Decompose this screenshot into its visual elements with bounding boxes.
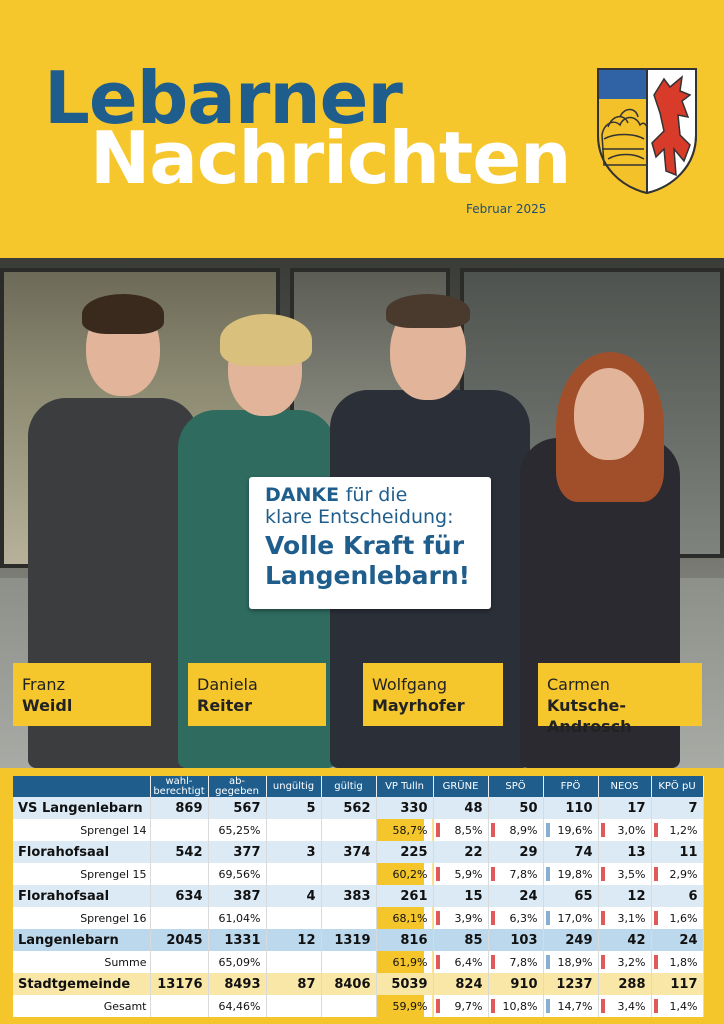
party-color-marker [654,823,658,837]
column-header: ungültig [266,776,321,797]
party-color-marker [654,911,658,925]
percentage: 5,9% [433,863,488,885]
percentage: 19,8% [543,863,598,885]
polling-station-name: Stadtgemeinde [13,973,150,995]
percentage: 18,9% [543,951,598,973]
column-header: FPÖ [543,776,598,797]
name-label-2 [188,663,326,726]
vote-count: 910 [488,973,543,995]
name-label-3 [363,663,503,726]
vote-count: 50 [488,797,543,819]
polling-station-name: Langenlebarn [13,929,150,951]
vote-count: 562 [321,797,376,819]
election-results-table [13,776,704,1017]
sign-fuer-die: für die [345,484,408,506]
percentage: 69,56% [208,863,266,885]
percentage: 8,9% [488,819,543,841]
vote-count: 8406 [321,973,376,995]
vote-count: 387 [208,885,266,907]
party-color-marker [436,999,440,1013]
vote-count: 42 [598,929,651,951]
vote-count: 117 [651,973,703,995]
vote-count: 6 [651,885,703,907]
sign-line4: Langenlebarn! [265,561,471,590]
column-header: SPÖ [488,776,543,797]
polling-station-name: Florahofsaal [13,841,150,863]
party-color-marker [601,823,605,837]
vote-count: 85 [433,929,488,951]
percentage [321,907,376,929]
percentage [321,995,376,1017]
party-color-marker [436,867,440,881]
vote-count: 13176 [150,973,208,995]
vote-count: 374 [321,841,376,863]
vote-count: 29 [488,841,543,863]
party-color-marker [436,823,440,837]
masthead [0,0,724,258]
vote-count: 383 [321,885,376,907]
last-name: Reiter [197,696,253,715]
table-row [13,951,703,973]
party-color-marker [601,999,605,1013]
percentage: 3,4% [598,995,651,1017]
percentage [266,907,321,929]
column-header [13,776,150,797]
table-row [13,995,703,1017]
percentage [150,863,208,885]
percentage [150,907,208,929]
party-color-marker [601,911,605,925]
first-name: Daniela [197,675,258,694]
coat-of-arms-icon [594,65,700,195]
district-label: Summe [13,951,150,973]
percentage: 65,25% [208,819,266,841]
vote-count: 8493 [208,973,266,995]
vote-count: 65 [543,885,598,907]
percentage: 64,46% [208,995,266,1017]
vote-count: 12 [266,929,321,951]
percentage: 8,5% [433,819,488,841]
first-name: Wolfgang [372,675,448,694]
vote-count: 5 [266,797,321,819]
party-color-marker [491,955,495,969]
percentage: 3,5% [598,863,651,885]
table-body [13,797,703,1017]
vote-count: 542 [150,841,208,863]
vote-count: 567 [208,797,266,819]
percentage: 68,1% [376,907,433,929]
percentage: 7,8% [488,863,543,885]
vote-count: 74 [543,841,598,863]
vote-count: 24 [488,885,543,907]
vote-count: 7 [651,797,703,819]
column-header: GRÜNE [433,776,488,797]
percentage: 1,8% [651,951,703,973]
percentage: 61,04% [208,907,266,929]
vote-count: 103 [488,929,543,951]
district-label: Sprengel 16 [13,907,150,929]
sign-danke: DANKE [265,484,340,506]
percentage: 3,9% [433,907,488,929]
vote-count: 249 [543,929,598,951]
percentage [150,819,208,841]
party-color-marker [654,955,658,969]
vote-count: 4 [266,885,321,907]
percentage: 6,3% [488,907,543,929]
table-header-row [13,776,703,797]
table-row [13,863,703,885]
percentage: 1,4% [651,995,703,1017]
percentage: 65,09% [208,951,266,973]
vote-count: 377 [208,841,266,863]
last-name: Mayrhofer [372,696,465,715]
name-label-1 [13,663,151,726]
vote-count: 48 [433,797,488,819]
percentage [266,995,321,1017]
masthead-title-line2: Nachrichten [90,116,571,200]
percentage: 1,2% [651,819,703,841]
column-header: NEOS [598,776,651,797]
percentage: 3,1% [598,907,651,929]
party-color-marker [654,999,658,1013]
vote-count: 12 [598,885,651,907]
percentage: 2,9% [651,863,703,885]
table-row [13,797,703,819]
vote-count: 17 [598,797,651,819]
last-name: Weidl [22,696,73,715]
table-row [13,907,703,929]
polling-station-name: Florahofsaal [13,885,150,907]
percentage: 10,8% [488,995,543,1017]
percentage: 9,7% [433,995,488,1017]
party-color-marker [491,867,495,881]
column-header: gültig [321,776,376,797]
vote-count: 22 [433,841,488,863]
district-label: Sprengel 15 [13,863,150,885]
percentage [321,951,376,973]
party-color-marker [546,911,550,925]
vote-count: 1319 [321,929,376,951]
vote-count: 824 [433,973,488,995]
percentage: 58,7% [376,819,433,841]
vote-count: 24 [651,929,703,951]
percentage [150,951,208,973]
percentage: 61,9% [376,951,433,973]
percentage [321,819,376,841]
party-color-marker [654,867,658,881]
percentage: 59,9% [376,995,433,1017]
percentage [150,995,208,1017]
vote-count: 13 [598,841,651,863]
percentage: 7,8% [488,951,543,973]
vote-count: 634 [150,885,208,907]
table-row [13,885,703,907]
percentage [321,863,376,885]
party-color-marker [601,867,605,881]
table-row [13,929,703,951]
column-header: VP Tulln [376,776,433,797]
vote-count: 5039 [376,973,433,995]
district-label: Sprengel 14 [13,819,150,841]
percentage: 17,0% [543,907,598,929]
party-color-marker [546,999,550,1013]
vote-count: 2045 [150,929,208,951]
vote-count: 330 [376,797,433,819]
vote-count: 225 [376,841,433,863]
party-color-marker [436,955,440,969]
vote-count: 15 [433,885,488,907]
vote-count: 110 [543,797,598,819]
column-header: ab- gegeben [208,776,266,797]
party-color-marker [491,911,495,925]
vote-count: 816 [376,929,433,951]
party-color-marker [601,955,605,969]
percentage: 60,2% [376,863,433,885]
party-color-marker [491,823,495,837]
party-color-marker [491,999,495,1013]
table-row [13,819,703,841]
first-name: Carmen [547,675,610,694]
table-row [13,841,703,863]
sign-line3: Volle Kraft für [265,531,465,560]
percentage: 1,6% [651,907,703,929]
vote-count: 3 [266,841,321,863]
vote-count: 869 [150,797,208,819]
vote-count: 1331 [208,929,266,951]
percentage: 3,0% [598,819,651,841]
vote-count: 261 [376,885,433,907]
percentage [266,951,321,973]
percentage: 6,4% [433,951,488,973]
party-color-marker [546,823,550,837]
name-label-4 [538,663,702,736]
column-header: wahl- berechtigt [150,776,208,797]
percentage [266,863,321,885]
column-header: KPÖ pU [651,776,703,797]
table-row [13,973,703,995]
district-label: Gesamt [13,995,150,1017]
first-name: Franz [22,675,65,694]
party-color-marker [546,867,550,881]
vote-count: 11 [651,841,703,863]
party-color-marker [436,911,440,925]
thank-you-sign [249,477,491,609]
sign-line2: klare Entscheidung: [265,506,454,528]
vote-count: 1237 [543,973,598,995]
party-color-marker [546,955,550,969]
masthead-title-line1: Lebarner [44,56,402,140]
percentage: 14,7% [543,995,598,1017]
percentage: 3,2% [598,951,651,973]
issue-date: Februar 2025 [466,202,547,216]
polling-station-name: VS Langenlebarn [13,797,150,819]
vote-count: 288 [598,973,651,995]
last-name: Kutsche-Androsch [547,696,632,736]
percentage [266,819,321,841]
vote-count: 87 [266,973,321,995]
percentage: 19,6% [543,819,598,841]
